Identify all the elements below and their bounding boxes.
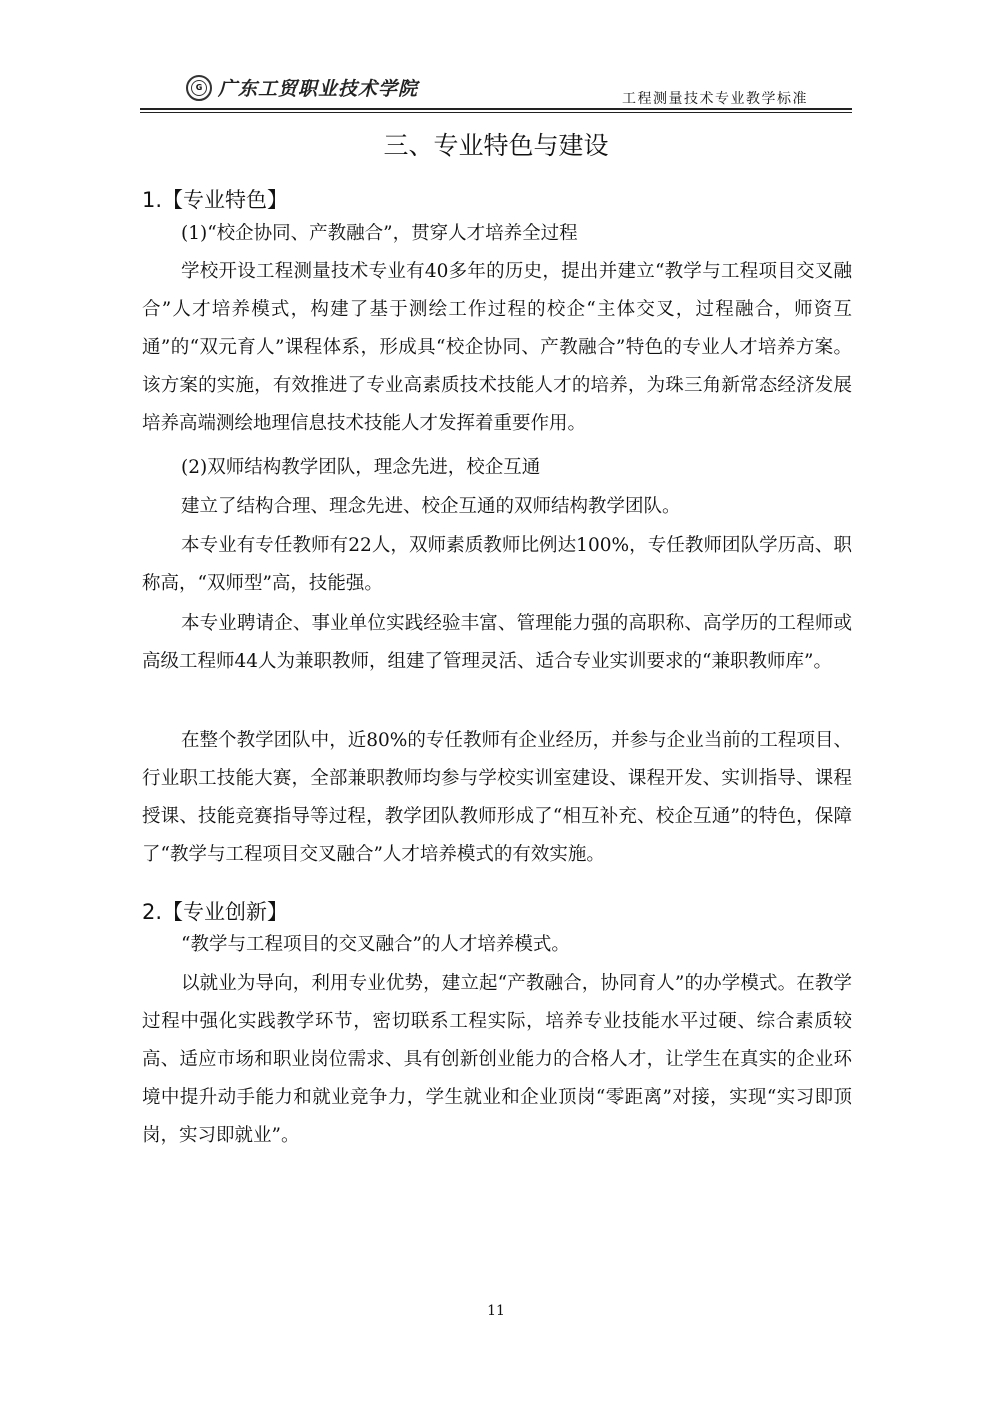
page-header xyxy=(140,70,852,110)
paragraph: 以就业为导向，利用专业优势，建立起“产教融合，协同育人”的办学模式。在教学过程中强化实践教学环节，密切联系工程实际，培养专业技能水平过硬、综合素质较高、适应市场和职业岗位需求、具有创新创业能力的合格人才，让学生在真实的企业环境中提升动手能力和就业竞争力，学生就业和企业顶岗“零距离”对接，实现“实习即顶岗，实习即就业”。 xyxy=(142,973,852,1146)
paragraph: 建立了结构合理、理念先进、校企互通的双师结构教学团队。 xyxy=(181,496,681,517)
heading-innovation: 2.【专业创新】 xyxy=(142,900,289,924)
paragraph: “教学与工程项目的交叉融合”的人才培养模式。 xyxy=(181,934,570,955)
school-name: 广东工贸职业技术学院 xyxy=(218,78,419,100)
heading-features: 1.【专业特色】 xyxy=(142,188,289,212)
page-number: 11 xyxy=(487,1303,505,1319)
paragraph: 本专业有专任教师有22人，双师素质教师比例达100%，专任教师团队学历高、职称高，“双师型”高，技能强。 xyxy=(142,535,852,594)
school-logo xyxy=(186,74,418,101)
section-title: 三、专业特色与建设 xyxy=(383,131,609,160)
document-title: 工程测量技术专业教学标准 xyxy=(622,91,808,107)
paragraph: 学校开设工程测量技术专业有40多年的历史，提出并建立“教学与工程项目交叉融合”人才培养模式，构建了基于测绘工作过程的校企“主体交叉，过程融合，师资互通”的“双元育人”课程体系，形成具“校企协同、产教融合”特色的专业人才培养方案。该方案的实施，有效推进了专业高素质技术技能人才的培养，为珠三角新常态经济发展培养高端测绘地理信息技术技能人才发挥着重要作用。 xyxy=(142,261,852,434)
paragraph: 在整个教学团队中，近80%的专任教师有企业经历，并参与企业当前的工程项目、行业职工技能大赛，全部兼职教师均参与学校实训室建设、课程开发、实训指导、课程授课、技能竞赛指导等过程，教学团队教师形成了“相互补充、校企互通”的特色，保障了“教学与工程项目交叉融合”人才培养模式的有效实施。 xyxy=(142,730,852,865)
paragraph: (1)“校企协同、产教融合”，贯穿人才培养全过程 xyxy=(181,223,578,244)
seal-inner-ring: G xyxy=(191,80,207,96)
paragraph: 本专业聘请企、事业单位实践经验丰富、管理能力强的高职称、高学历的工程师或高级工程师44人为兼职教师，组建了管理灵活、适合专业实训要求的“兼职教师库”。 xyxy=(142,613,852,672)
school-seal-icon xyxy=(186,75,212,101)
paragraph: (2)双师结构教学团队，理念先进，校企互通 xyxy=(181,457,541,478)
